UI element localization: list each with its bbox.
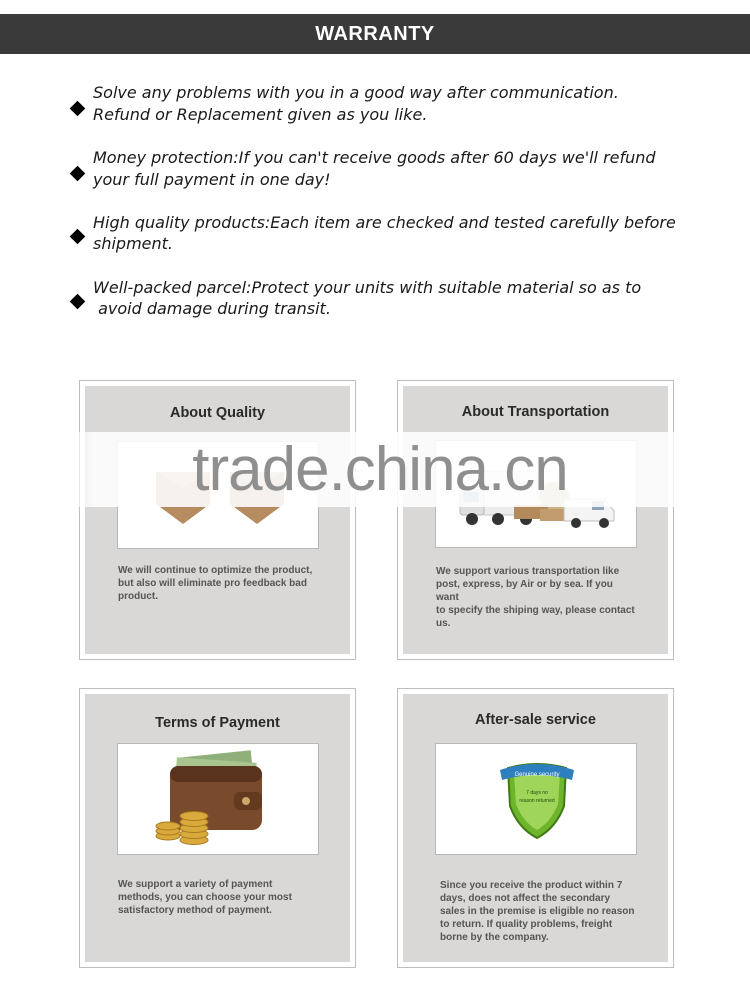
description-line: days, does not affect the secondary xyxy=(440,893,611,904)
card-description xyxy=(118,564,318,603)
description-line: to return. If quality problems, freight xyxy=(440,919,613,930)
banner-title: WARRANTY xyxy=(315,23,435,45)
list-item-line: Well-packed parcel:Protect your units with suitable material so as to xyxy=(93,278,642,297)
list-item-line: shipment. xyxy=(93,234,174,253)
aftersale-image xyxy=(435,743,637,855)
watermark xyxy=(40,432,720,507)
diamond-bullet-icon xyxy=(70,294,86,310)
warranty-banner xyxy=(0,14,750,54)
list-item-line: your full payment in one day! xyxy=(93,170,331,189)
description-line: methods, you can choose your most xyxy=(118,892,292,903)
wallet-with-coins-icon xyxy=(118,744,319,855)
card-description xyxy=(436,565,636,630)
payment-card xyxy=(79,688,356,968)
card-panel xyxy=(85,386,350,654)
list-item-line: avoid damage during transit. xyxy=(93,299,331,318)
card-description xyxy=(440,879,640,944)
list-item-line: High quality products:Each item are checked and tested carefully before xyxy=(93,213,676,232)
watermark-text: trade.china.cn xyxy=(192,435,568,504)
description-line: to specify the shiping way, please contact xyxy=(436,605,635,616)
description-line: us. xyxy=(436,618,451,629)
card-panel xyxy=(403,694,668,962)
quality-card xyxy=(79,380,356,660)
description-line: product. xyxy=(118,591,158,602)
card-panel xyxy=(403,386,668,654)
card-title: Terms of Payment xyxy=(155,715,280,731)
card-title: After-sale service xyxy=(475,712,596,728)
description-line: We support various transportation like xyxy=(436,566,620,577)
transportation-card xyxy=(397,380,674,660)
description-line: borne by the company. xyxy=(440,932,549,943)
list-item-line: Refund or Replacement given as you like. xyxy=(93,105,428,124)
description-line: We support a variety of payment xyxy=(118,879,273,890)
card-description xyxy=(118,878,318,917)
security-shield-icon xyxy=(436,744,637,855)
shield-label-line: 7 days no xyxy=(526,790,548,796)
shield-banner-label: Genuine security xyxy=(514,772,560,778)
description-line: sales in the premise is eligible no reason xyxy=(440,906,635,917)
payment-image xyxy=(117,743,319,855)
shield-label-line: reason returned xyxy=(519,798,555,804)
card-title: About Quality xyxy=(169,405,266,421)
description-line: post, express, by Air or by sea. If you want xyxy=(436,579,613,603)
card-title: About Transportation xyxy=(461,404,610,420)
diamond-bullet-icon xyxy=(70,101,86,117)
diamond-bullet-icon xyxy=(70,229,86,245)
description-line: We will continue to optimize the product, xyxy=(118,565,313,576)
description-line: satisfactory method of payment. xyxy=(118,905,272,916)
list-item-line: Money protection:If you can't receive goods after 60 days we'll refund xyxy=(93,148,656,167)
list-item-line: Solve any problems with you in a good way after communication. xyxy=(93,83,619,102)
card-panel xyxy=(85,694,350,962)
aftersale-card xyxy=(397,688,674,968)
description-line: but also will eliminate pro feedback bad xyxy=(118,578,307,589)
diamond-bullet-icon xyxy=(70,166,86,182)
description-line: Since you receive the product within 7 xyxy=(440,880,623,891)
